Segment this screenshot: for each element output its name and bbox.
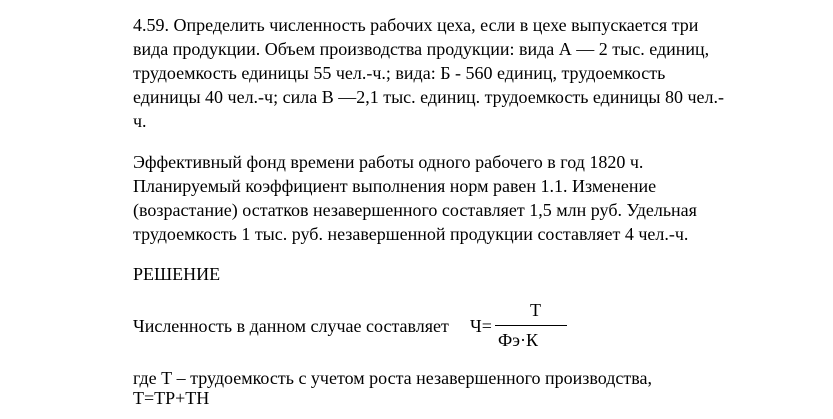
- problem-line-4: единицы 40 чел.-ч; сила В —2,1 тыс. единиц. трудоемкость единицы 80 чел.-: [133, 87, 724, 107]
- conditions-line-3: (возрастание) остатков незавершенного составляет 1,5 млн руб. Удельная: [133, 200, 697, 220]
- problem-line-1: 4.59. Определить численность рабочих цеха, если в цехе выпускается три: [133, 15, 699, 35]
- explanation-line-1: где Т – трудоемкость с учетом роста незавершенного производства,: [133, 368, 653, 388]
- conditions-line-2: Планируемый коэффициент выполнения норм равен 1.1. Изменение: [133, 176, 657, 196]
- explanation-line-2: Т=ТР+ТН: [133, 388, 210, 408]
- solution-intro: Численность в данном случае составляет: [133, 316, 449, 336]
- conditions-line-4: трудоемкость 1 тыс. руб. незавершенной продукции составляет 4 чел.-ч.: [133, 224, 689, 244]
- conditions-line-1: Эффективный фонд времени работы одного рабочего в год 1820 ч.: [133, 152, 644, 172]
- solution-heading: РЕШЕНИЕ: [133, 264, 221, 284]
- problem-line-5: ч.: [133, 111, 147, 131]
- formula-numerator: Т: [530, 300, 541, 320]
- problem-line-3: трудоемкость единицы 55 чел.-ч.; вида: Б - 560 единиц, трудоемкость: [133, 63, 666, 83]
- problem-line-2: вида продукции. Объем производства продукции: вида А — 2 тыс. единиц,: [133, 39, 710, 59]
- formula-lhs: Ч=: [470, 316, 492, 336]
- fraction-bar: [495, 325, 567, 326]
- formula-denominator: Фэ·К: [498, 330, 538, 350]
